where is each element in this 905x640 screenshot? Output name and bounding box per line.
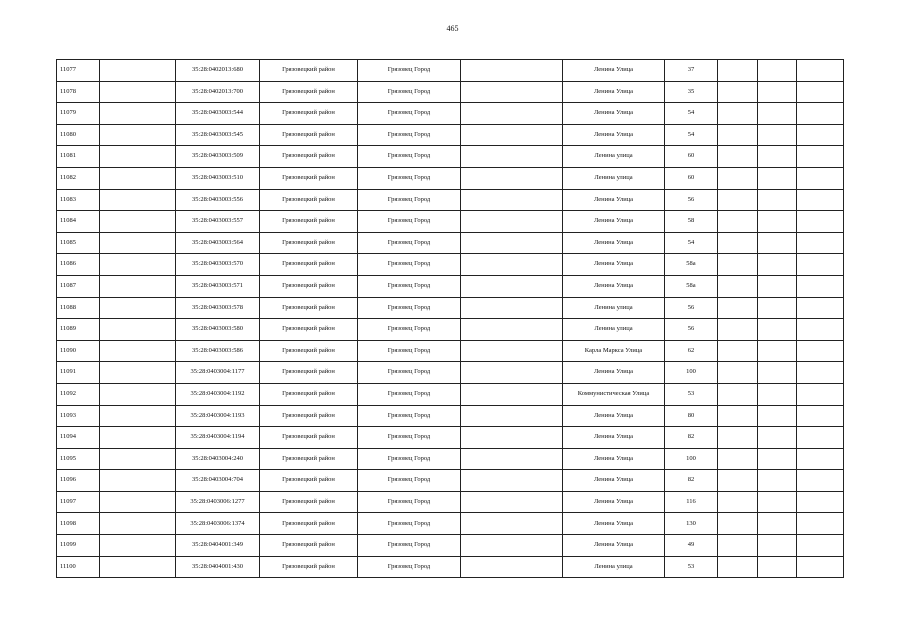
- district-cell: Грязовецкий район: [260, 513, 358, 535]
- empty-cell: [797, 319, 844, 341]
- street-cell: Ленина улица: [563, 146, 665, 168]
- cadastral-number-cell: 35:28:0403004:1194: [176, 427, 260, 449]
- empty-cell: [100, 146, 176, 168]
- district-cell: Грязовецкий район: [260, 60, 358, 82]
- row-number-cell: 11092: [57, 383, 100, 405]
- empty-cell: [100, 81, 176, 103]
- street-cell: Ленина Улица: [563, 254, 665, 276]
- empty-cell: [797, 470, 844, 492]
- house-number-cell: 116: [665, 491, 718, 513]
- empty-cell: [797, 383, 844, 405]
- cadastral-number-cell: 35:28:0403003:557: [176, 211, 260, 233]
- empty-cell: [797, 362, 844, 384]
- row-number-cell: 11086: [57, 254, 100, 276]
- city-cell: Грязовец Город: [358, 124, 461, 146]
- house-number-cell: 53: [665, 383, 718, 405]
- empty-cell: [461, 340, 563, 362]
- table-row: [57, 167, 844, 189]
- district-cell: Грязовецкий район: [260, 362, 358, 384]
- empty-cell: [100, 556, 176, 578]
- street-cell: Карла Маркса Улица: [563, 340, 665, 362]
- house-number-cell: 56: [665, 297, 718, 319]
- empty-cell: [797, 427, 844, 449]
- empty-cell: [718, 491, 758, 513]
- empty-cell: [718, 362, 758, 384]
- row-number-cell: 11098: [57, 513, 100, 535]
- empty-cell: [461, 362, 563, 384]
- house-number-cell: 53: [665, 556, 718, 578]
- empty-cell: [758, 556, 797, 578]
- empty-cell: [100, 232, 176, 254]
- empty-cell: [718, 427, 758, 449]
- empty-cell: [461, 513, 563, 535]
- city-cell: Грязовец Город: [358, 362, 461, 384]
- empty-cell: [718, 254, 758, 276]
- cadastral-number-cell: 35:28:0403004:1193: [176, 405, 260, 427]
- empty-cell: [797, 491, 844, 513]
- district-cell: Грязовецкий район: [260, 189, 358, 211]
- empty-cell: [718, 319, 758, 341]
- empty-cell: [461, 189, 563, 211]
- cadastral-number-cell: 35:28:0403003:564: [176, 232, 260, 254]
- empty-cell: [461, 167, 563, 189]
- empty-cell: [100, 491, 176, 513]
- house-number-cell: 60: [665, 146, 718, 168]
- district-cell: Грязовецкий район: [260, 340, 358, 362]
- cadastral-number-cell: 35:28:0402013:700: [176, 81, 260, 103]
- empty-cell: [758, 60, 797, 82]
- empty-cell: [758, 297, 797, 319]
- empty-cell: [100, 60, 176, 82]
- table-row: [57, 103, 844, 125]
- city-cell: Грязовец Город: [358, 211, 461, 233]
- district-cell: Грязовецкий район: [260, 448, 358, 470]
- cadastral-number-cell: 35:28:0403003:578: [176, 297, 260, 319]
- row-number-cell: 11081: [57, 146, 100, 168]
- row-number-cell: 11100: [57, 556, 100, 578]
- street-cell: Ленина Улица: [563, 427, 665, 449]
- empty-cell: [718, 470, 758, 492]
- house-number-cell: 54: [665, 124, 718, 146]
- street-cell: Ленина Улица: [563, 491, 665, 513]
- house-number-cell: 130: [665, 513, 718, 535]
- empty-cell: [758, 146, 797, 168]
- empty-cell: [797, 189, 844, 211]
- empty-cell: [461, 491, 563, 513]
- empty-cell: [461, 427, 563, 449]
- house-number-cell: 58: [665, 211, 718, 233]
- row-number-cell: 11085: [57, 232, 100, 254]
- street-cell: Ленина улица: [563, 556, 665, 578]
- cadastral-number-cell: 35:28:0403004:704: [176, 470, 260, 492]
- empty-cell: [718, 556, 758, 578]
- city-cell: Грязовец Город: [358, 60, 461, 82]
- empty-cell: [718, 513, 758, 535]
- empty-cell: [461, 535, 563, 557]
- table-row: [57, 254, 844, 276]
- empty-cell: [718, 60, 758, 82]
- empty-cell: [758, 362, 797, 384]
- table-row: [57, 211, 844, 233]
- row-number-cell: 11088: [57, 297, 100, 319]
- street-cell: Ленина Улица: [563, 535, 665, 557]
- empty-cell: [758, 167, 797, 189]
- empty-cell: [758, 232, 797, 254]
- empty-cell: [100, 427, 176, 449]
- row-number-cell: 11091: [57, 362, 100, 384]
- empty-cell: [461, 146, 563, 168]
- registry-table-body: [57, 60, 844, 578]
- row-number-cell: 11094: [57, 427, 100, 449]
- empty-cell: [100, 340, 176, 362]
- empty-cell: [100, 254, 176, 276]
- city-cell: Грязовец Город: [358, 189, 461, 211]
- empty-cell: [797, 405, 844, 427]
- house-number-cell: 58а: [665, 275, 718, 297]
- empty-cell: [758, 81, 797, 103]
- cadastral-number-cell: 35:28:0403003:570: [176, 254, 260, 276]
- empty-cell: [100, 275, 176, 297]
- house-number-cell: 82: [665, 470, 718, 492]
- cadastral-number-cell: 35:28:0403006:1277: [176, 491, 260, 513]
- empty-cell: [758, 405, 797, 427]
- empty-cell: [718, 167, 758, 189]
- table-row: [57, 535, 844, 557]
- district-cell: Грязовецкий район: [260, 103, 358, 125]
- empty-cell: [718, 275, 758, 297]
- row-number-cell: 11083: [57, 189, 100, 211]
- empty-cell: [758, 513, 797, 535]
- street-cell: Ленина Улица: [563, 60, 665, 82]
- street-cell: Ленина Улица: [563, 103, 665, 125]
- house-number-cell: 60: [665, 167, 718, 189]
- table-row: [57, 491, 844, 513]
- empty-cell: [461, 448, 563, 470]
- city-cell: Грязовец Город: [358, 535, 461, 557]
- district-cell: Грязовецкий район: [260, 470, 358, 492]
- city-cell: Грязовец Город: [358, 470, 461, 492]
- empty-cell: [718, 124, 758, 146]
- row-number-cell: 11084: [57, 211, 100, 233]
- empty-cell: [461, 81, 563, 103]
- empty-cell: [758, 383, 797, 405]
- house-number-cell: 56: [665, 189, 718, 211]
- row-number-cell: 11087: [57, 275, 100, 297]
- empty-cell: [718, 211, 758, 233]
- street-cell: Ленина Улица: [563, 275, 665, 297]
- empty-cell: [100, 167, 176, 189]
- house-number-cell: 54: [665, 103, 718, 125]
- empty-cell: [461, 297, 563, 319]
- empty-cell: [718, 448, 758, 470]
- empty-cell: [461, 60, 563, 82]
- house-number-cell: 80: [665, 405, 718, 427]
- empty-cell: [718, 146, 758, 168]
- empty-cell: [797, 556, 844, 578]
- empty-cell: [758, 254, 797, 276]
- row-number-cell: 11096: [57, 470, 100, 492]
- empty-cell: [797, 167, 844, 189]
- cadastral-number-cell: 35:28:0403003:509: [176, 146, 260, 168]
- empty-cell: [758, 427, 797, 449]
- empty-cell: [100, 189, 176, 211]
- cadastral-number-cell: 35:28:0403003:510: [176, 167, 260, 189]
- empty-cell: [797, 535, 844, 557]
- district-cell: Грязовецкий район: [260, 81, 358, 103]
- empty-cell: [718, 103, 758, 125]
- row-number-cell: 11080: [57, 124, 100, 146]
- house-number-cell: 62: [665, 340, 718, 362]
- empty-cell: [461, 383, 563, 405]
- cadastral-number-cell: 35:28:0403004:240: [176, 448, 260, 470]
- street-cell: Ленина Улица: [563, 189, 665, 211]
- district-cell: Грязовецкий район: [260, 232, 358, 254]
- empty-cell: [797, 297, 844, 319]
- row-number-cell: 11089: [57, 319, 100, 341]
- street-cell: Ленина Улица: [563, 232, 665, 254]
- row-number-cell: 11095: [57, 448, 100, 470]
- empty-cell: [758, 124, 797, 146]
- empty-cell: [797, 448, 844, 470]
- city-cell: Грязовец Город: [358, 448, 461, 470]
- empty-cell: [100, 362, 176, 384]
- table-row: [57, 146, 844, 168]
- empty-cell: [758, 103, 797, 125]
- house-number-cell: 56: [665, 319, 718, 341]
- row-number-cell: 11093: [57, 405, 100, 427]
- cadastral-number-cell: 35:28:0403006:1374: [176, 513, 260, 535]
- row-number-cell: 11099: [57, 535, 100, 557]
- house-number-cell: 54: [665, 232, 718, 254]
- empty-cell: [718, 297, 758, 319]
- empty-cell: [797, 513, 844, 535]
- table-row: [57, 362, 844, 384]
- table-row: [57, 60, 844, 82]
- district-cell: Грязовецкий район: [260, 319, 358, 341]
- city-cell: Грязовец Город: [358, 513, 461, 535]
- empty-cell: [100, 535, 176, 557]
- empty-cell: [758, 275, 797, 297]
- empty-cell: [718, 383, 758, 405]
- empty-cell: [718, 535, 758, 557]
- empty-cell: [100, 319, 176, 341]
- empty-cell: [461, 470, 563, 492]
- house-number-cell: 100: [665, 362, 718, 384]
- city-cell: Грязовец Город: [358, 297, 461, 319]
- empty-cell: [797, 340, 844, 362]
- table-row: [57, 448, 844, 470]
- district-cell: Грязовецкий район: [260, 124, 358, 146]
- city-cell: Грязовец Город: [358, 405, 461, 427]
- city-cell: Грязовец Город: [358, 146, 461, 168]
- empty-cell: [758, 211, 797, 233]
- empty-cell: [758, 535, 797, 557]
- street-cell: Ленина Улица: [563, 362, 665, 384]
- empty-cell: [718, 189, 758, 211]
- street-cell: Ленина улица: [563, 297, 665, 319]
- street-cell: Ленина Улица: [563, 81, 665, 103]
- street-cell: Ленина улица: [563, 319, 665, 341]
- table-row: [57, 81, 844, 103]
- empty-cell: [797, 81, 844, 103]
- empty-cell: [797, 211, 844, 233]
- cadastral-number-cell: 35:28:0403003:586: [176, 340, 260, 362]
- empty-cell: [461, 254, 563, 276]
- city-cell: Грязовец Город: [358, 81, 461, 103]
- empty-cell: [797, 254, 844, 276]
- empty-cell: [461, 556, 563, 578]
- cadastral-number-cell: 35:28:0403004:1192: [176, 383, 260, 405]
- house-number-cell: 58а: [665, 254, 718, 276]
- empty-cell: [758, 319, 797, 341]
- empty-cell: [100, 513, 176, 535]
- empty-cell: [461, 124, 563, 146]
- city-cell: Грязовец Город: [358, 232, 461, 254]
- table-row: [57, 275, 844, 297]
- table-row: [57, 405, 844, 427]
- empty-cell: [718, 340, 758, 362]
- empty-cell: [461, 319, 563, 341]
- cadastral-number-cell: 35:28:0403003:571: [176, 275, 260, 297]
- table-row: [57, 427, 844, 449]
- cadastral-number-cell: 35:28:0403003:580: [176, 319, 260, 341]
- empty-cell: [718, 405, 758, 427]
- row-number-cell: 11090: [57, 340, 100, 362]
- street-cell: Ленина Улица: [563, 448, 665, 470]
- district-cell: Грязовецкий район: [260, 146, 358, 168]
- city-cell: Грязовец Город: [358, 491, 461, 513]
- empty-cell: [100, 103, 176, 125]
- district-cell: Грязовецкий район: [260, 383, 358, 405]
- row-number-cell: 11078: [57, 81, 100, 103]
- cadastral-number-cell: 35:28:0403003:556: [176, 189, 260, 211]
- city-cell: Грязовец Город: [358, 103, 461, 125]
- empty-cell: [797, 275, 844, 297]
- house-number-cell: 35: [665, 81, 718, 103]
- empty-cell: [758, 470, 797, 492]
- empty-cell: [461, 405, 563, 427]
- cadastral-number-cell: 35:28:0404001:349: [176, 535, 260, 557]
- street-cell: Ленина Улица: [563, 124, 665, 146]
- street-cell: Ленина Улица: [563, 211, 665, 233]
- house-number-cell: 82: [665, 427, 718, 449]
- city-cell: Грязовец Город: [358, 556, 461, 578]
- street-cell: Ленина Улица: [563, 513, 665, 535]
- city-cell: Грязовец Город: [358, 319, 461, 341]
- cadastral-number-cell: 35:28:0403004:1177: [176, 362, 260, 384]
- empty-cell: [100, 405, 176, 427]
- row-number-cell: 11079: [57, 103, 100, 125]
- cadastral-number-cell: 35:28:0402013:680: [176, 60, 260, 82]
- empty-cell: [758, 189, 797, 211]
- page-number: 465: [446, 24, 459, 33]
- city-cell: Грязовец Город: [358, 427, 461, 449]
- registry-table: [56, 59, 844, 578]
- empty-cell: [797, 60, 844, 82]
- empty-cell: [797, 124, 844, 146]
- district-cell: Грязовецкий район: [260, 556, 358, 578]
- house-number-cell: 49: [665, 535, 718, 557]
- district-cell: Грязовецкий район: [260, 254, 358, 276]
- empty-cell: [100, 124, 176, 146]
- district-cell: Грязовецкий район: [260, 275, 358, 297]
- row-number-cell: 11097: [57, 491, 100, 513]
- city-cell: Грязовец Город: [358, 383, 461, 405]
- district-cell: Грязовецкий район: [260, 297, 358, 319]
- empty-cell: [758, 491, 797, 513]
- district-cell: Грязовецкий район: [260, 535, 358, 557]
- city-cell: Грязовец Город: [358, 167, 461, 189]
- street-cell: Ленина Улица: [563, 470, 665, 492]
- table-row: [57, 470, 844, 492]
- district-cell: Грязовецкий район: [260, 405, 358, 427]
- street-cell: Коммунистическая Улица: [563, 383, 665, 405]
- empty-cell: [797, 103, 844, 125]
- empty-cell: [100, 297, 176, 319]
- cadastral-number-cell: 35:28:0404001:430: [176, 556, 260, 578]
- empty-cell: [100, 448, 176, 470]
- table-row: [57, 124, 844, 146]
- empty-cell: [797, 146, 844, 168]
- table-row: [57, 297, 844, 319]
- empty-cell: [461, 232, 563, 254]
- empty-cell: [758, 448, 797, 470]
- table-row: [57, 556, 844, 578]
- empty-cell: [100, 383, 176, 405]
- table-row: [57, 189, 844, 211]
- street-cell: Ленина улица: [563, 167, 665, 189]
- empty-cell: [718, 232, 758, 254]
- empty-cell: [100, 211, 176, 233]
- table-row: [57, 383, 844, 405]
- house-number-cell: 37: [665, 60, 718, 82]
- house-number-cell: 100: [665, 448, 718, 470]
- empty-cell: [718, 81, 758, 103]
- empty-cell: [461, 275, 563, 297]
- city-cell: Грязовец Город: [358, 340, 461, 362]
- empty-cell: [100, 470, 176, 492]
- table-row: [57, 513, 844, 535]
- table-row: [57, 232, 844, 254]
- district-cell: Грязовецкий район: [260, 491, 358, 513]
- city-cell: Грязовец Город: [358, 275, 461, 297]
- table-row: [57, 319, 844, 341]
- row-number-cell: 11082: [57, 167, 100, 189]
- empty-cell: [461, 211, 563, 233]
- cadastral-number-cell: 35:28:0403003:545: [176, 124, 260, 146]
- district-cell: Грязовецкий район: [260, 167, 358, 189]
- district-cell: Грязовецкий район: [260, 211, 358, 233]
- empty-cell: [461, 103, 563, 125]
- street-cell: Ленина Улица: [563, 405, 665, 427]
- city-cell: Грязовец Город: [358, 254, 461, 276]
- row-number-cell: 11077: [57, 60, 100, 82]
- empty-cell: [797, 232, 844, 254]
- district-cell: Грязовецкий район: [260, 427, 358, 449]
- cadastral-number-cell: 35:28:0403003:544: [176, 103, 260, 125]
- empty-cell: [758, 340, 797, 362]
- table-row: [57, 340, 844, 362]
